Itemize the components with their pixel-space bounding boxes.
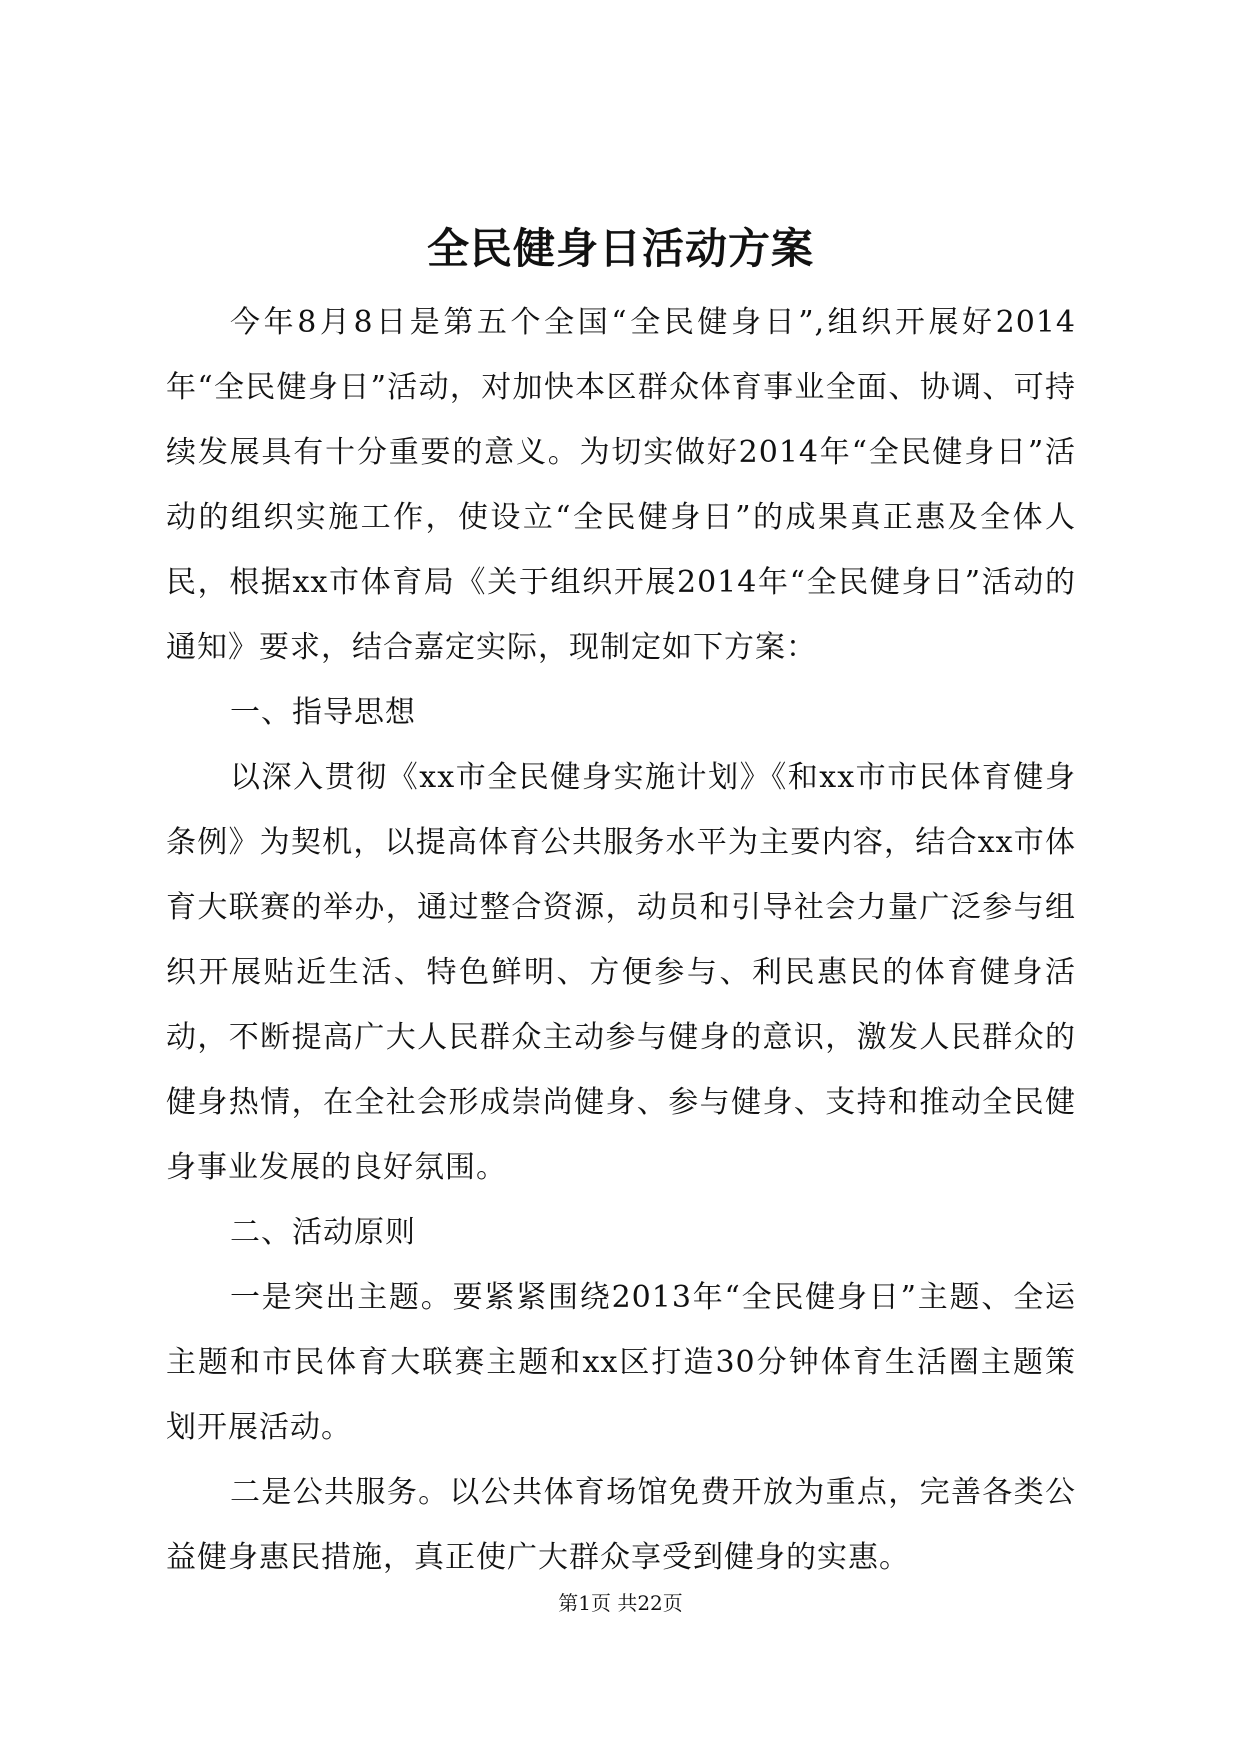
page-footer: 第1页 共22页 bbox=[558, 1591, 683, 1615]
paragraph-guiding-ideology: 以深入贯彻《xx市全民健身实施计划》《和xx市市民体育健身条例》为契机，以提高体育公共服务水平为主要内容，结合xx市体育大联赛的举办，通过整合资源，动员和引导社会力量广泛参与组织开展贴近生活、特色鲜明、方便参与、利民惠民的体育健身活动，不断提高广大人民群众主动参与健身的意识，激发人民群众的健身热情，在全社会形成崇尚健身、参与健身、支持和推动全民健身事业发展的良好氛围。 bbox=[166, 760, 1076, 1185]
paragraph-intro: 今年8月8日是第五个全国“全民健身日”,组织开展好2014年“全民健身日”活动，对加快本区群众体育事业全面、协调、可持续发展具有十分重要的意义。为切实做好2014年“全民健身日”活动的组织实施工作，使设立“全民健身日”的成果真正惠及全体人民，根据xx市体育局《关于组织开展2014年“全民健身日”活动的通知》要求，结合嘉定实际，现制定如下方案： bbox=[166, 305, 1076, 665]
paragraph-principle-public-service: 二是公共服务。以公共体育场馆免费开放为重点，完善各类公益健身惠民措施，真正使广大群众享受到健身的实惠。 bbox=[166, 1475, 1076, 1575]
section-heading-activity-principles: 二、活动原则 bbox=[230, 1215, 416, 1250]
document-body bbox=[166, 290, 1076, 1590]
paragraph-principle-theme: 一是突出主题。要紧紧围绕2013年“全民健身日”主题、全运主题和市民体育大联赛主题和xx区打造30分钟体育生活圈主题策划开展活动。 bbox=[166, 1280, 1076, 1445]
section-heading-guiding-ideology: 一、指导思想 bbox=[230, 695, 416, 730]
document-title: 全民健身日活动方案 bbox=[426, 224, 814, 273]
